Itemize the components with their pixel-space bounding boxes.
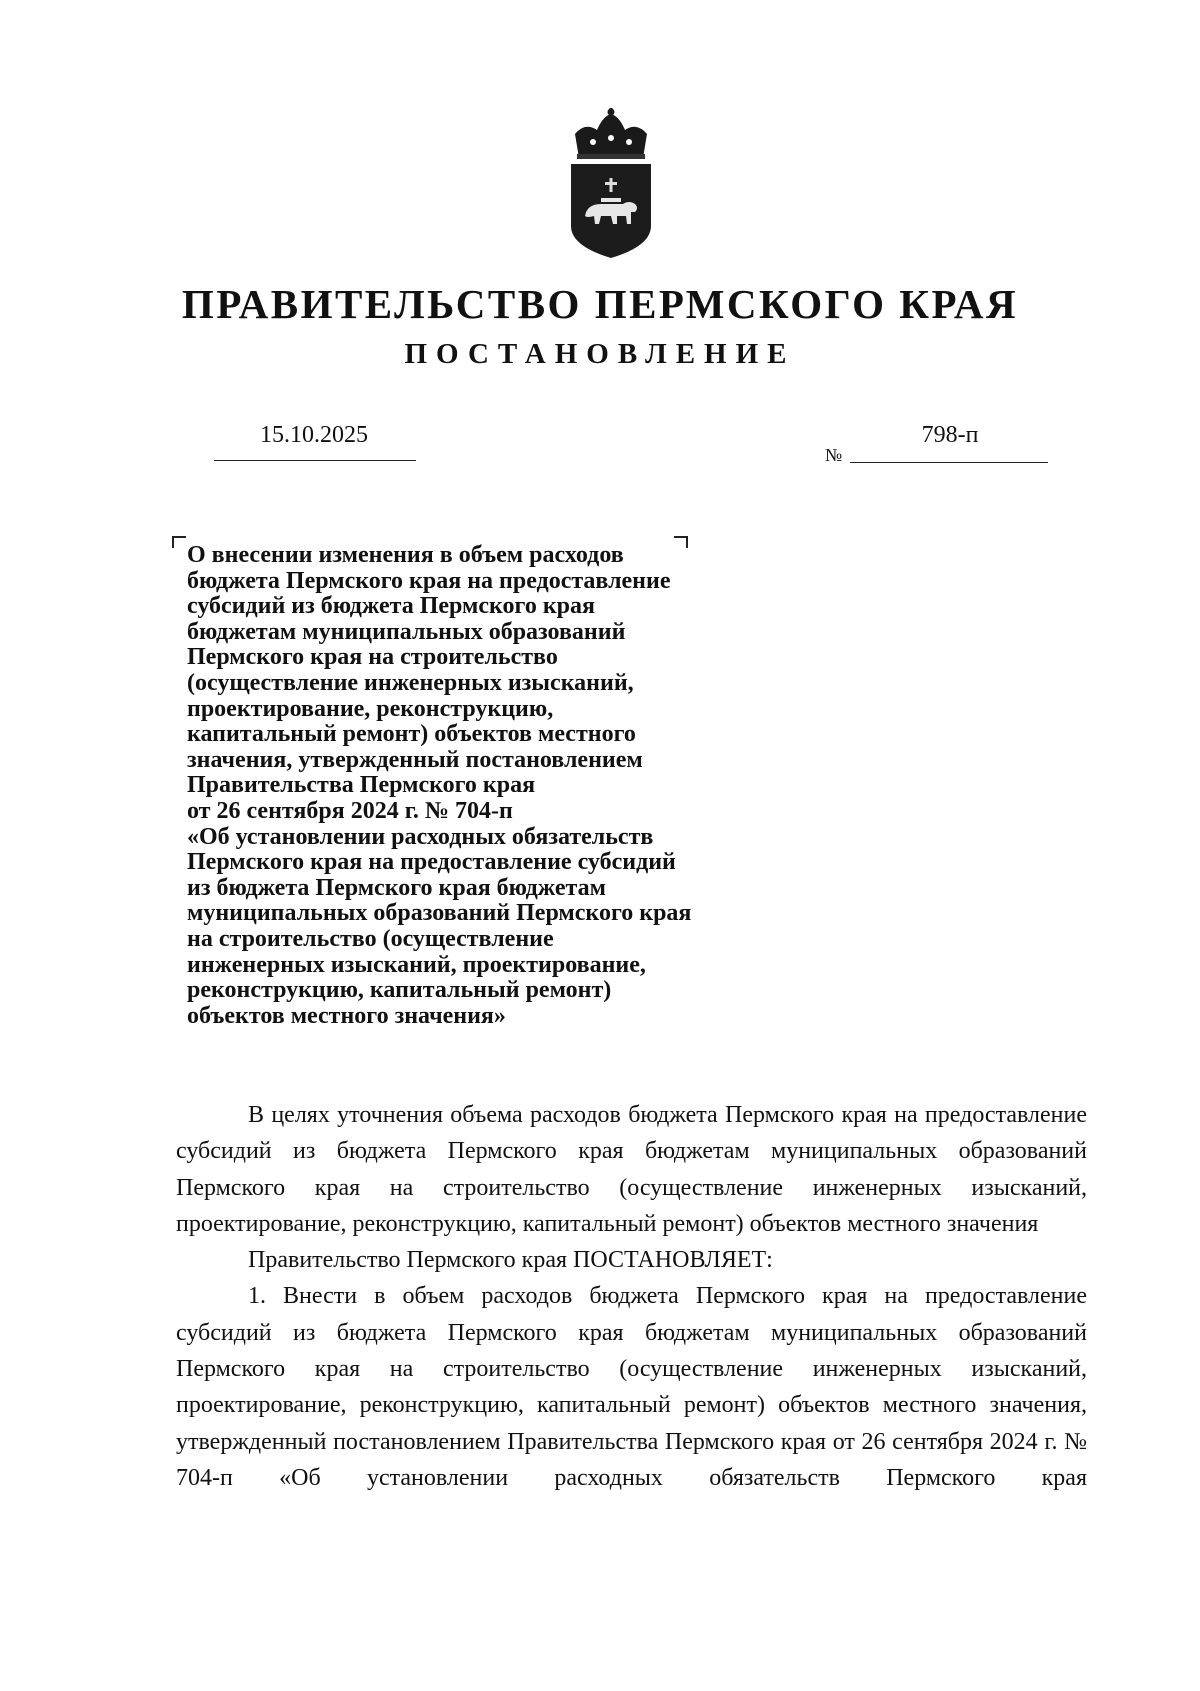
title-line: «Об установлении расходных обязательств	[187, 823, 654, 850]
document-number: 798-п	[921, 422, 979, 448]
document-body	[176, 1097, 1087, 1496]
title-bracket-left	[172, 536, 186, 548]
title-line: муниципальных образований Пермского края	[187, 900, 692, 927]
title-line: объектов местного значения»	[187, 1002, 506, 1029]
title-line: Правительства Пермского края	[187, 772, 536, 799]
perm-krai-coat-of-arms-icon	[565, 108, 657, 260]
title-line: Пермского края на строительство	[187, 644, 558, 671]
document-title	[187, 543, 807, 1029]
number-underline	[850, 462, 1048, 463]
date-underline	[214, 460, 416, 461]
number-sign: №	[825, 445, 843, 465]
document-date: 15.10.2025	[260, 422, 368, 448]
document-type: ПОСТАНОВЛЕНИЕ	[404, 338, 796, 370]
title-line: О внесении изменения в объем расходов	[187, 542, 624, 568]
title-line: значения, утвержденный постановлением	[187, 746, 643, 773]
title-line: реконструкцию, капитальный ремонт)	[187, 977, 612, 1004]
title-line: на строительство (осуществление	[187, 925, 554, 952]
title-line: капитальный ремонт) объектов местного	[187, 721, 636, 748]
title-line: Пермского края на предоставление субсидий	[187, 849, 676, 876]
title-line: от 26 сентября 2024 г. № 704-п	[187, 797, 513, 824]
title-line: (осуществление инженерных изысканий,	[187, 669, 634, 696]
resolves-paragraph: Правительство Пермского края ПОСТАНОВЛЯЕТ:	[248, 1247, 773, 1274]
title-line: проектирование, реконструкцию,	[187, 695, 554, 722]
organization-name: ПРАВИТЕЛЬСТВО ПЕРМСКОГО КРАЯ	[181, 281, 1019, 327]
title-line: инженерных изысканий, проектирование,	[187, 951, 646, 978]
title-line: бюджета Пермского края на предоставление	[187, 567, 671, 594]
item-1-paragraph: 1. Внести в объем расходов бюджета Пермского края на предоставление субсидий из бюджета Пермского края бюджетам муниципальных образований Пермского края на строительство (осуществление инженерных изысканий, проектирование, реконструкцию, капитальный ремонт) объектов местного значения, утвержденный постановлением Правительства Пермского края от 26 сентября 2024 г. № 704-п «Об установлении расходных обязательств Пермского края	[176, 1283, 1087, 1491]
preamble-paragraph: В целях уточнения объема расходов бюджета Пермского края на предоставление субсидий из бюджета Пермского края бюджетам муниципальных образований Пермского края на строительство (осуществление инженерных изысканий, проектирование, реконструкцию, капитальный ремонт) объектов местного значения	[176, 1102, 1087, 1237]
title-line: бюджетам муниципальных образований	[187, 618, 626, 645]
title-line: субсидий из бюджета Пермского края	[187, 593, 595, 620]
title-line: из бюджета Пермского края бюджетам	[187, 874, 606, 901]
